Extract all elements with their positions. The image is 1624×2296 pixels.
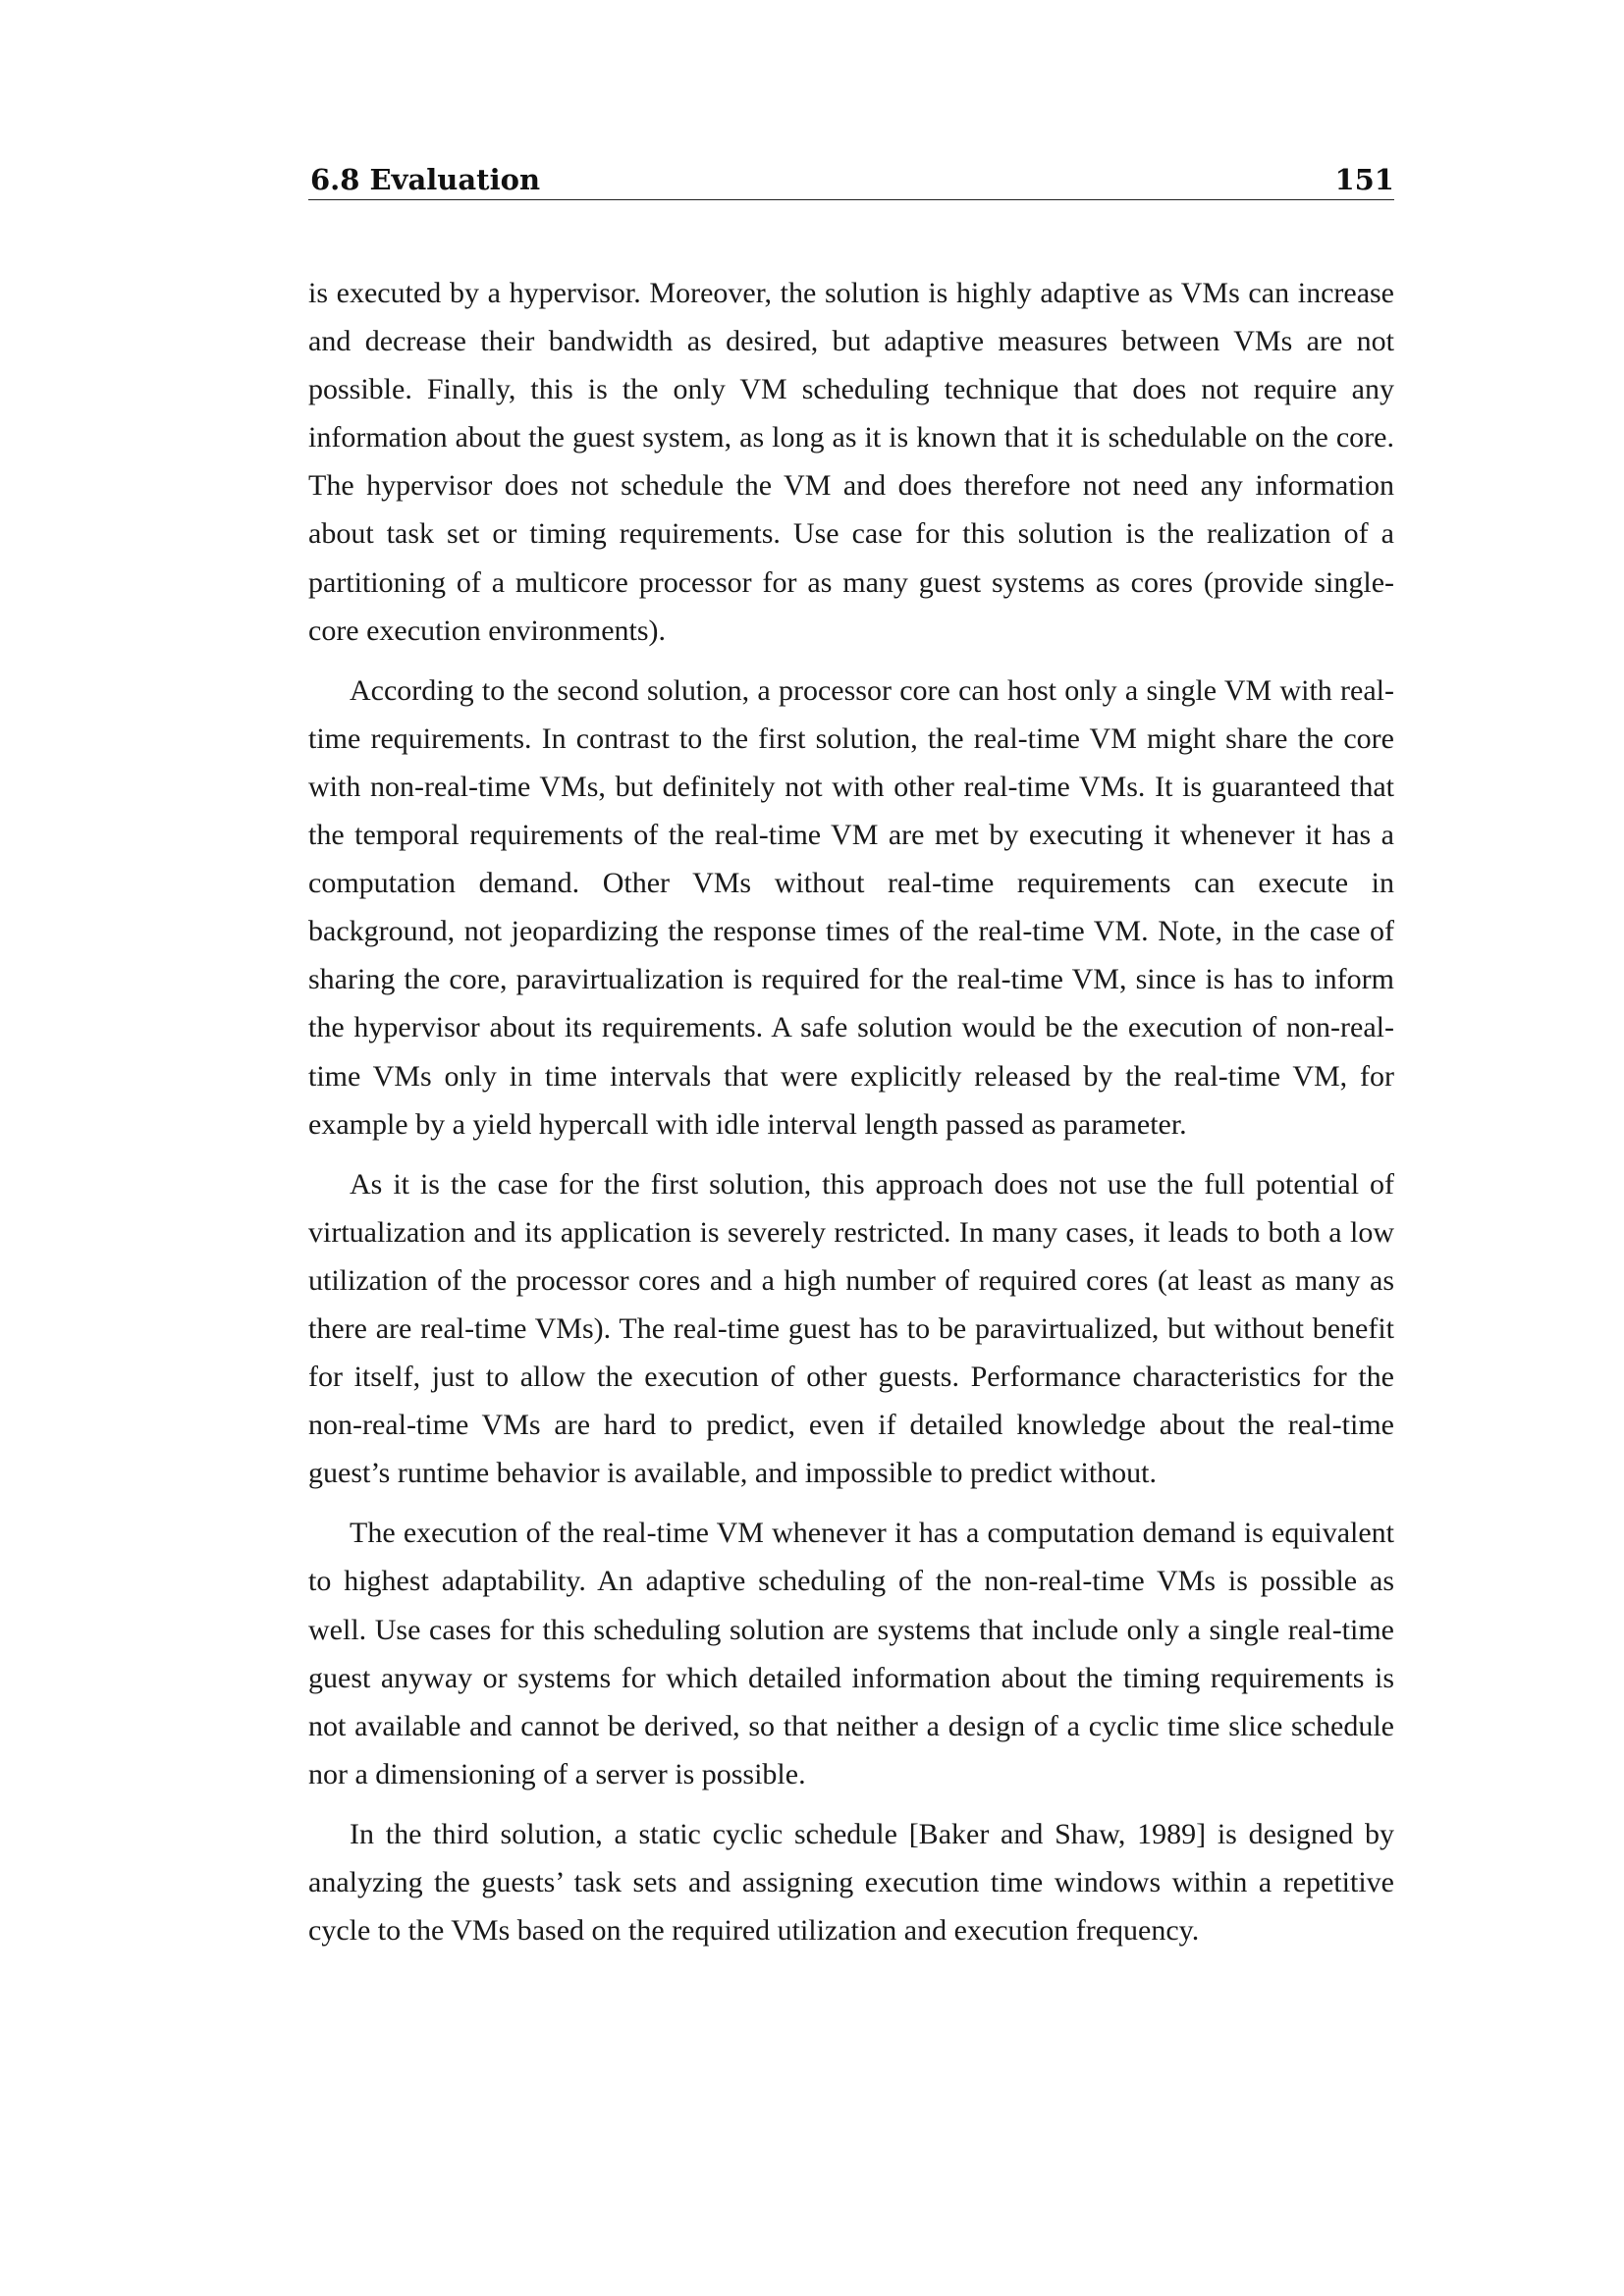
body-text <box>308 269 1394 1966</box>
paragraph-second-solution-use-cases: The execution of the real-time VM whenever it has a computation demand is equivalent to highest adaptability. An adaptive scheduling of the non-real-time VMs is possible as well. Use cases for this scheduling solution are systems that include only a single real-time guest anyway or systems for which detailed information about the timing requirements is not available and cannot be derived, so that neither a design of a cyclic time slice schedule nor a dimensioning of a server is possible. <box>308 1517 1394 1790</box>
section-title: 6.8 Evaluation <box>310 163 541 196</box>
paragraph-third-solution: In the third solution, a static cyclic schedule [Baker and Shaw, 1989] is designed by analyzing the guests’ task sets and assigning execution time windows within a repetitive cycle to the VMs based on the required utilization and execution frequency. <box>308 1817 1394 1948</box>
paragraph-second-solution-drawbacks: As it is the case for the first solution, this approach does not use the full potential of virtualization and its application is severely restricted. In many cases, it leads to both a low utilization of the processor cores and a high number of required cores (at least as many as there are real-time VMs). The real-time guest has to be paravirtualized, but without benefit for itself, just to allow the execution of other guests. Performance characteristics for the non-real-time VMs are hard to predict, even if detailed knowledge about the real-time guest’s runtime behavior is available, and impossible to predict without. <box>308 1167 1394 1490</box>
page-number: 151 <box>1334 163 1394 196</box>
running-header <box>308 160 1394 200</box>
paragraph-second-solution: According to the second solution, a processor core can host only a single VM with real-time requirements. In contrast to the first solution, the real-time VM might share the core with non-real-time VMs, but definitely not with other real-time VMs. It is guaranteed that the temporal requirements of the real-time VM are met by executing it whenever it has a computation demand. Other VMs without real-time requirements can execute in background, not jeopardizing the response times of the real-time VM. Note, in the case of sharing the core, paravirtualization is required for the real-time VM, since is has to inform the hypervisor about its requirements. A safe solution would be the execution of non-real-time VMs only in time intervals that were explicitly released by the real-time VM, for example by a yield hypercall with idle interval length passed as parameter. <box>308 673 1394 1141</box>
page <box>308 0 1394 2296</box>
paragraph-continuation: is executed by a hypervisor. Moreover, the solution is highly adaptive as VMs can increase and decrease their bandwidth as desired, but adaptive measures between VMs are not possible. Finally, this is the only VM scheduling technique that does not require any information about the guest system, as long as it is known that it is schedulable on the core. The hypervisor does not schedule the VM and does therefore not need any information about task set or timing requirements. Use case for this solution is the realization of a partitioning of a multicore processor for as many guest systems as cores (provide single-core execution environments). <box>308 277 1394 647</box>
